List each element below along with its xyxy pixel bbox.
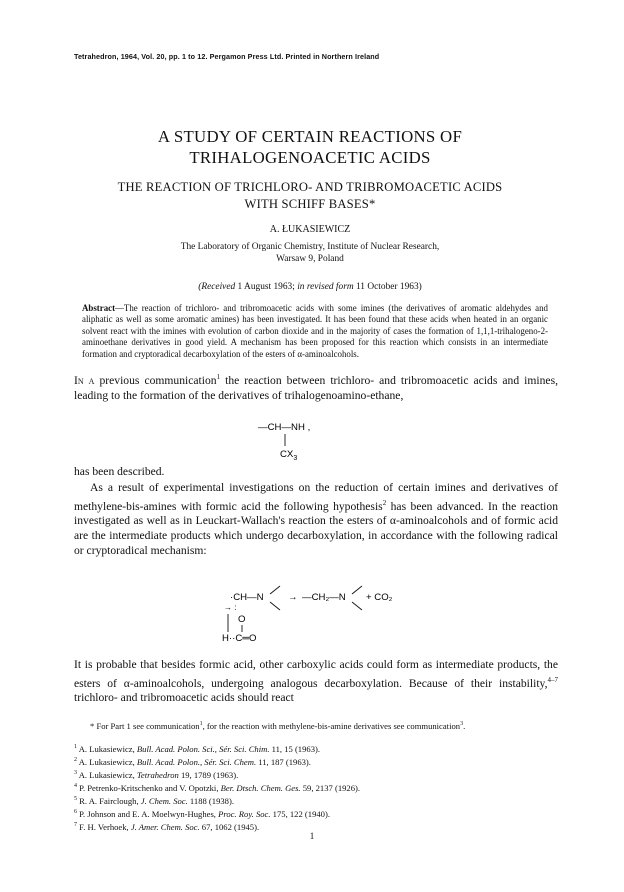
affiliation-line-2: Warsaw 9, Poland xyxy=(276,254,344,264)
paragraph-2 xyxy=(74,481,558,559)
para1-text-a: previous communication xyxy=(94,373,217,387)
para2-text-b: has been advanced. In the reaction investigated as well as in Leuckart-Wallach's reaction the esters of α-aminoalcohols and of formic acid are the intermediate products which undergo decarboxylation, in accordance with the following radical or cryptoradical mechanism: xyxy=(74,499,558,558)
revised-label: in revised form xyxy=(297,282,354,292)
para3-text-b: trichloro- and tribromoacetic acids should react xyxy=(74,691,294,705)
reference-item: $^1$ A. Lukasiewicz, Bull. Acad. Polon. Sci., Sér. Sci. Chim. 11, 15 (1963). xyxy=(74,743,321,754)
abstract-label: Abstract xyxy=(82,303,116,313)
journal-citation: Tetrahedron, 1964, Vol. 20, pp. 1 to 12. Pergamon Press Ltd. Printed in Northern Ireland xyxy=(74,52,380,61)
para1-closing: has been described. xyxy=(74,465,165,478)
right-bond-down xyxy=(352,602,362,610)
reference-item: $^4$ P. Petrenko-Kritschenko and V. Opotzki, Ber. Dtsch. Chem. Ges. 59, 2137 (1926). xyxy=(74,783,361,794)
abstract-text: —The reaction of trichloro- and tribromoacetic acids with some imines (the derivatives of aromatic aldehydes and aliphatic as well as some aromatic amines) has been investigated. It has been found that these acids when heated in an organic solvent react with the imines with evolution of carbon dioxide and in the majority of cases the formation of 1,1,1-trihalogeno-2-aminoethane derivatives in good yield. A mechanism has been proposed for this reaction which consists in an intermediate formation and cryptoradical decarboxylation of the esters of α-aminoalcohols. xyxy=(82,303,548,359)
affiliation xyxy=(60,241,560,265)
abstract xyxy=(82,303,548,360)
formula-top-text: —CH—NH , xyxy=(258,422,311,433)
left-bond-up xyxy=(270,586,280,594)
revised-date: 11 October 1963) xyxy=(355,282,422,292)
reference-item: $^5$ R. A. Fairclough, J. Chem. Soc. 1188 (1938). xyxy=(74,796,234,807)
received-prefix: (Received xyxy=(198,282,236,292)
affiliation-line-1: The Laboratory of Organic Chemistry, Institute of Nuclear Research, xyxy=(180,242,440,252)
lead-in: In a xyxy=(74,373,95,387)
reference-item: $^3$ A. Lukasiewicz, Tetrahedron 19, 1789 (1963). xyxy=(74,769,239,780)
footnote-star: * For Part 1 see communication$^1$, for the reaction with methylene-bis-amine derivatives see communication$^3$. xyxy=(90,720,466,731)
ref-mark-1: 1 xyxy=(216,373,221,381)
mechanism-right-group: —CH₂—N xyxy=(302,592,346,603)
ref-mark-4-7: 4–7 xyxy=(547,675,558,684)
mechanism-scheme xyxy=(218,584,418,644)
para2-text-a: As a result of experimental investigations on the reduction of certain imines and derivatives of methylene-bis-amines with formic acid the following hypothesis xyxy=(74,481,558,513)
mechanism-small-arrow: → : xyxy=(224,603,237,612)
mechanism-oxygen: O xyxy=(238,614,246,625)
page-number: 1 xyxy=(309,831,315,841)
structural-formula-ch-nh xyxy=(250,419,370,463)
reference-item: $^6$ P. Johnson and E. A. Moelwyn-Hughes, Proc. Roy. Soc. 175, 122 (1940). xyxy=(74,809,330,820)
para3-text-a: It is probable that besides formic acid, other carboxylic acids could form as intermediate products, the esters of α-aminoalcohols, undergoing analogous decarboxylation. Because of their instability, xyxy=(74,658,558,690)
left-bond-down xyxy=(270,602,280,610)
article-title xyxy=(60,126,560,168)
para1-text-b: the reaction between trichloro- and tribromoacetic acids and imines, leading to the formation of the derivatives of trihalogenoamino-ethane, xyxy=(74,373,558,402)
subtitle-line-1: THE REACTION OF TRICHLORO- AND TRIBROMOACETIC ACIDS xyxy=(117,180,503,194)
subtitle-line-2: WITH SCHIFF BASES* xyxy=(244,197,376,211)
article-subtitle xyxy=(60,179,560,213)
mechanism-arrow: → xyxy=(288,592,298,603)
reference-list xyxy=(74,742,558,833)
formula-bottom-text: $CX_3$ xyxy=(280,449,298,462)
paragraph-1 xyxy=(74,370,558,403)
mechanism-left-group: ·CH—N xyxy=(230,592,264,603)
reference-item: $^7$ F. H. Verhoek, J. Amer. Chem. Soc. 67, 1062 (1945). xyxy=(74,822,260,833)
ref-mark-2: 2 xyxy=(382,498,387,507)
author-name: A. ŁUKASIEWICZ xyxy=(269,224,351,235)
title-line-1: A STUDY OF CERTAIN REACTIONS OF xyxy=(157,127,463,146)
received-date: 1 August 1963; xyxy=(237,282,295,292)
mechanism-formyl: H··C═O xyxy=(222,633,257,644)
paragraph-3 xyxy=(74,658,558,706)
reference-item: $^2$ A. Lukasiewicz, Bull. Acad. Polon., Sér. Sci. Chem. 11, 187 (1963). xyxy=(74,756,311,767)
title-line-2: TRIHALOGENOACETIC ACIDS xyxy=(189,148,431,167)
footnote-star-mark: * xyxy=(90,720,95,731)
mechanism-co2: + CO₂ xyxy=(366,592,393,603)
right-bond-up xyxy=(352,586,362,594)
received-dates xyxy=(60,282,560,292)
